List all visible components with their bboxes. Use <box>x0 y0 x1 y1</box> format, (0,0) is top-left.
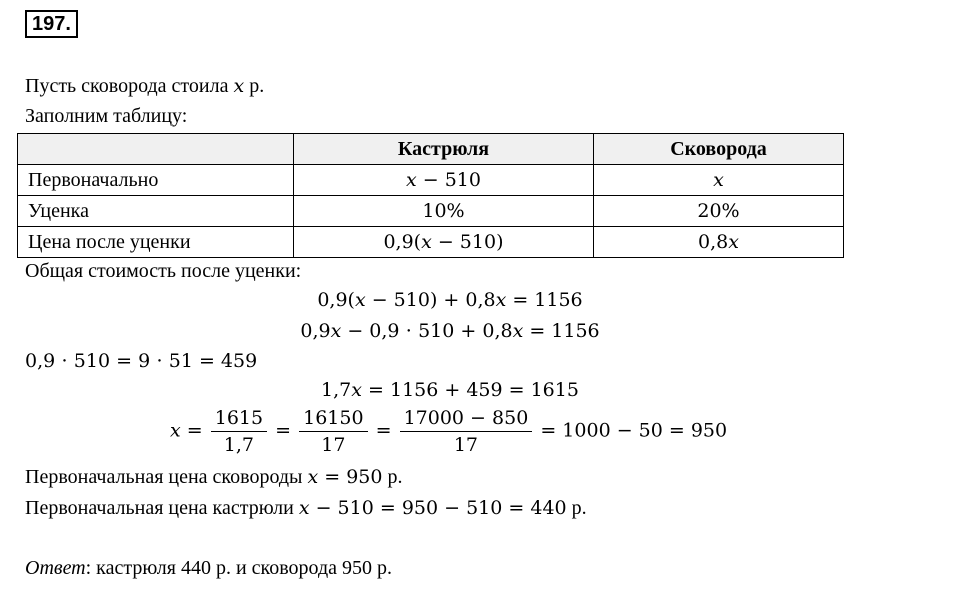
eq5-equals-b: = <box>375 419 392 442</box>
skillet-price-unit: р. <box>387 466 403 488</box>
answer-text: : кастрюля 440 р. и сковорода 950 р. <box>85 557 393 579</box>
cell-pan: 10% <box>294 196 594 227</box>
answer-label: Ответ <box>25 557 86 579</box>
table-header-empty <box>18 134 294 165</box>
fraction-1 <box>211 405 267 458</box>
cell-skillet: 20% <box>593 196 843 227</box>
problem-number: 197. <box>25 10 78 38</box>
equation-3: 0,9 ⋅ 510 = 9 ⋅ 51 = 459 <box>25 350 258 372</box>
intro-unit: р. <box>249 75 265 97</box>
table-header-pan: Кастрюля <box>294 134 594 165</box>
cell-pan: 𝑥 − 510 <box>294 165 594 196</box>
fraction-2-denominator: 17 <box>321 434 346 456</box>
cell-skillet: 𝑥 <box>593 165 843 196</box>
intro-text: Пусть сковорода стоила <box>25 75 229 97</box>
fill-table-text: Заполним таблицу: <box>25 105 188 127</box>
fraction-1-denominator: 1,7 <box>223 434 255 456</box>
intro-variable: 𝑥 <box>233 75 245 97</box>
table-header-skillet: Сковорода <box>593 134 843 165</box>
pan-price-line <box>25 497 587 520</box>
row-label: Уценка <box>18 196 294 227</box>
fraction-2-numerator: 16150 <box>299 405 367 432</box>
pan-price-unit: р. <box>571 497 587 519</box>
intro-line <box>25 75 264 98</box>
fraction-3-numerator: 17000 − 850 <box>400 405 533 432</box>
skillet-price-math: 𝑥 = 950 <box>307 466 383 488</box>
table-header-row <box>18 134 844 165</box>
pan-price-text: Первоначальная цена кастрюли <box>25 497 294 519</box>
price-table <box>17 133 844 258</box>
equation-4: 1,7𝑥 = 1156 + 459 = 1615 <box>321 379 579 401</box>
table-row <box>18 227 844 258</box>
row-label: Первоначально <box>18 165 294 196</box>
fraction-3 <box>400 405 533 458</box>
eq5-equals-a: = <box>275 419 292 442</box>
equation-1: 0,9(𝑥 − 510) + 0,8𝑥 = 1156 <box>317 289 583 311</box>
eq5-rhs: = 1000 − 50 = 950 <box>540 419 728 442</box>
fraction-3-denominator: 17 <box>453 434 479 456</box>
cell-skillet: 0,8𝑥 <box>593 227 843 258</box>
fraction-2 <box>299 405 367 458</box>
equation-2: 0,9𝑥 − 0,9 ⋅ 510 + 0,8𝑥 = 1156 <box>300 320 600 342</box>
row-label: Цена после уценки <box>18 227 294 258</box>
table-row <box>18 196 844 227</box>
total-cost-text: Общая стоимость после уценки: <box>25 260 302 282</box>
fraction-1-numerator: 1615 <box>211 405 267 432</box>
cell-pan: 0,9(𝑥 − 510) <box>294 227 594 258</box>
table-row <box>18 165 844 196</box>
pan-price-math: 𝑥 − 510 = 950 − 510 = 440 <box>298 497 567 519</box>
skillet-price-line <box>25 466 402 489</box>
skillet-price-text: Первоначальная цена сковороды <box>25 466 303 488</box>
answer-line <box>25 557 392 580</box>
equation-5 <box>170 405 727 458</box>
eq5-lhs: 𝑥 = <box>170 419 203 442</box>
